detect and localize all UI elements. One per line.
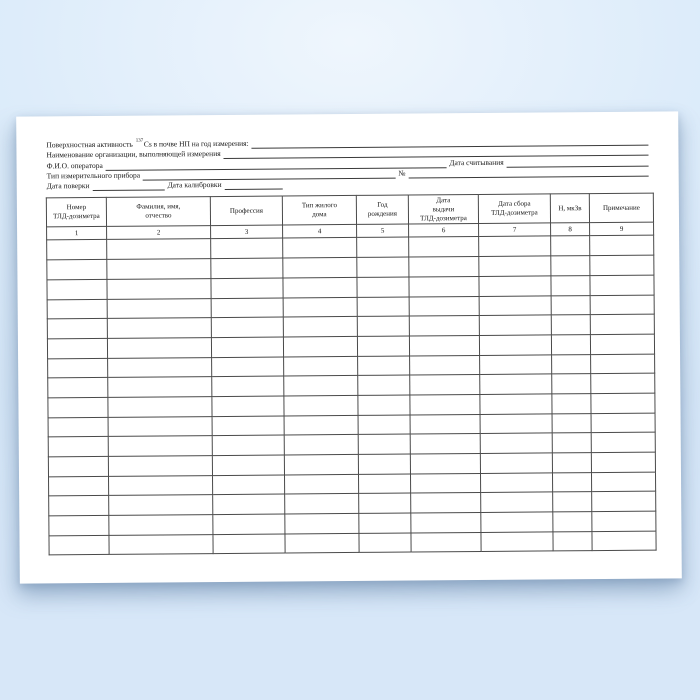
empty-cell (283, 238, 357, 258)
calibration-date-label: Дата калибровки (167, 179, 222, 190)
isotope-superscript: 137 (135, 138, 144, 144)
column-header-dosimeter-number: Номер ТЛД-дозиметра (46, 198, 106, 227)
empty-cell (108, 397, 212, 418)
organization-label: Наименование организации, выполняющей измерения (46, 149, 221, 160)
empty-cell (49, 476, 109, 496)
empty-cell (212, 416, 284, 436)
column-header-note: Примечание (589, 194, 653, 224)
empty-cell (107, 239, 211, 260)
empty-cell (590, 295, 654, 315)
empty-cell (479, 236, 551, 256)
empty-cell (479, 335, 551, 355)
empty-cell (551, 334, 590, 354)
empty-cell (283, 336, 357, 356)
column-header-full-name: Фамилия, имя, отчество (106, 197, 210, 227)
column-number: 3 (211, 225, 283, 239)
empty-cell (212, 376, 284, 396)
empty-cell (552, 413, 591, 433)
empty-cell (551, 275, 590, 295)
empty-cell (107, 259, 211, 280)
empty-cell (211, 258, 283, 278)
empty-cell (479, 256, 551, 276)
column-header-collection-date: Дата сбора ТЛД-дозиметра (478, 194, 550, 224)
empty-cell (591, 354, 655, 374)
empty-cell (410, 453, 480, 473)
empty-cell (211, 317, 283, 337)
empty-cell (48, 437, 108, 457)
column-number: 4 (283, 225, 357, 239)
empty-cell (109, 495, 213, 516)
empty-cell (211, 298, 283, 318)
empty-cell (410, 414, 480, 434)
empty-cell (284, 395, 358, 415)
empty-cell (410, 473, 480, 493)
instrument-type-label: Тип измерительного прибора (46, 170, 141, 181)
empty-cell (409, 237, 479, 257)
empty-cell (108, 456, 212, 477)
operator-name-label: Ф.И.О. оператора (46, 160, 103, 170)
empty-cell (48, 358, 108, 378)
empty-cell (212, 455, 284, 475)
empty-cell (553, 492, 592, 512)
empty-cell (480, 394, 552, 414)
empty-cell (108, 436, 212, 457)
empty-cell (411, 532, 481, 552)
empty-cell (481, 512, 553, 532)
empty-cell (591, 432, 655, 452)
empty-cell (357, 297, 409, 317)
empty-cell (410, 355, 480, 375)
empty-cell (410, 394, 480, 414)
blank-line (93, 182, 165, 191)
column-number: 2 (107, 226, 211, 240)
empty-cell (590, 314, 654, 334)
empty-cell (552, 354, 591, 374)
empty-cell (357, 257, 409, 277)
empty-cell (409, 296, 479, 316)
empty-cell (552, 472, 591, 492)
empty-cell (284, 474, 358, 494)
empty-cell (49, 496, 109, 516)
empty-cell (410, 375, 480, 395)
empty-cell (591, 373, 655, 393)
blank-line (507, 158, 649, 167)
empty-cell (212, 475, 284, 495)
empty-cell (47, 338, 107, 358)
empty-cell (109, 534, 213, 555)
empty-cell (480, 414, 552, 434)
empty-cell (48, 456, 108, 476)
empty-cell (553, 512, 592, 532)
empty-cell (47, 240, 107, 260)
empty-cell (285, 494, 359, 514)
empty-cell (553, 531, 592, 551)
column-header-issue-date: Дата выдачи ТЛД-дозиметра (408, 195, 478, 225)
empty-cell (213, 534, 285, 554)
empty-cell (213, 514, 285, 534)
empty-cell (211, 337, 283, 357)
empty-cell (552, 374, 591, 394)
empty-cell (590, 334, 654, 354)
column-header-dwelling-type: Тип жилого дома (282, 196, 356, 226)
empty-cell (409, 276, 479, 296)
empty-cell (591, 393, 655, 413)
empty-cell (590, 236, 654, 256)
empty-cell (409, 316, 479, 336)
empty-cell (284, 454, 358, 474)
empty-cell (211, 278, 283, 298)
empty-cell (551, 315, 590, 335)
verification-date-label: Дата поверки (46, 180, 90, 191)
empty-cell (409, 257, 479, 277)
empty-cell (358, 434, 410, 454)
empty-cell (357, 316, 409, 336)
empty-cell (590, 275, 654, 295)
empty-cell (591, 452, 655, 472)
empty-cell (552, 433, 591, 453)
empty-cell (358, 474, 410, 494)
empty-cell (107, 278, 211, 299)
surface-activity-label-rest: Cs в почве НП на год измерения: (143, 138, 249, 149)
column-number: 8 (551, 223, 590, 236)
empty-cell (283, 317, 357, 337)
table-row (49, 531, 656, 555)
empty-cell (107, 337, 211, 358)
empty-cell (479, 315, 551, 335)
empty-cell (480, 433, 552, 453)
column-number: 6 (409, 224, 479, 238)
empty-cell (479, 295, 551, 315)
empty-cell (358, 395, 410, 415)
empty-cell (284, 356, 358, 376)
column-header-dose: Н, мкЗв (550, 194, 589, 223)
empty-cell (480, 453, 552, 473)
empty-cell (285, 533, 359, 553)
document-page (16, 111, 682, 583)
empty-cell (357, 237, 409, 257)
empty-cell (47, 279, 107, 299)
column-number: 7 (479, 223, 551, 237)
empty-cell (591, 413, 655, 433)
empty-cell (480, 473, 552, 493)
empty-cell (358, 375, 410, 395)
empty-cell (212, 357, 284, 377)
empty-cell (479, 276, 551, 296)
readout-date-label: Дата считывания (449, 157, 504, 167)
empty-cell (48, 417, 108, 437)
empty-cell (109, 515, 213, 536)
empty-cell (48, 378, 108, 398)
surface-activity-label: Поверхностная активность (46, 139, 133, 150)
empty-cell (109, 475, 213, 496)
empty-cell (359, 513, 411, 533)
empty-cell (590, 255, 654, 275)
empty-cell (411, 493, 481, 513)
empty-cell (284, 415, 358, 435)
empty-cell (551, 256, 590, 276)
empty-cell (410, 434, 480, 454)
empty-cell (551, 236, 590, 256)
empty-cell (591, 472, 655, 492)
empty-cell (107, 318, 211, 339)
empty-cell (283, 258, 357, 278)
empty-cell (359, 533, 411, 553)
empty-cell (49, 535, 109, 555)
empty-cell (213, 494, 285, 514)
empty-cell (212, 396, 284, 416)
empty-cell (409, 335, 479, 355)
table-header-row (46, 194, 653, 228)
blank-line (225, 181, 283, 189)
empty-cell (284, 435, 358, 455)
empty-cell (108, 377, 212, 398)
column-header-birth-year: Год рождения (356, 195, 408, 224)
empty-cell (47, 299, 107, 319)
empty-cell (357, 277, 409, 297)
empty-cell (47, 260, 107, 280)
empty-cell (283, 277, 357, 297)
empty-cell (359, 493, 411, 513)
empty-cell (592, 491, 656, 511)
column-number: 5 (357, 224, 409, 237)
empty-cell (358, 356, 410, 376)
empty-cell (481, 532, 553, 552)
instrument-number-label: № (398, 168, 406, 178)
empty-cell (592, 531, 656, 551)
empty-cell (552, 394, 591, 414)
empty-cell (358, 415, 410, 435)
column-number: 1 (47, 227, 107, 240)
empty-cell (481, 492, 553, 512)
empty-cell (411, 513, 481, 533)
empty-cell (108, 416, 212, 437)
empty-cell (480, 354, 552, 374)
column-header-profession: Профессия (210, 196, 282, 226)
empty-cell (358, 454, 410, 474)
empty-cell (212, 435, 284, 455)
empty-cell (211, 238, 283, 258)
empty-cell (49, 515, 109, 535)
form-content (46, 136, 654, 556)
empty-cell (107, 298, 211, 319)
empty-cell (285, 513, 359, 533)
measurement-table (46, 193, 657, 556)
empty-cell (284, 376, 358, 396)
empty-cell (552, 453, 591, 473)
empty-cell (108, 357, 212, 378)
empty-cell (480, 374, 552, 394)
empty-cell (48, 397, 108, 417)
empty-cell (551, 295, 590, 315)
table-body (47, 236, 656, 556)
empty-cell (592, 511, 656, 531)
empty-cell (357, 336, 409, 356)
empty-cell (283, 297, 357, 317)
empty-cell (47, 319, 107, 339)
column-number: 9 (590, 223, 654, 237)
